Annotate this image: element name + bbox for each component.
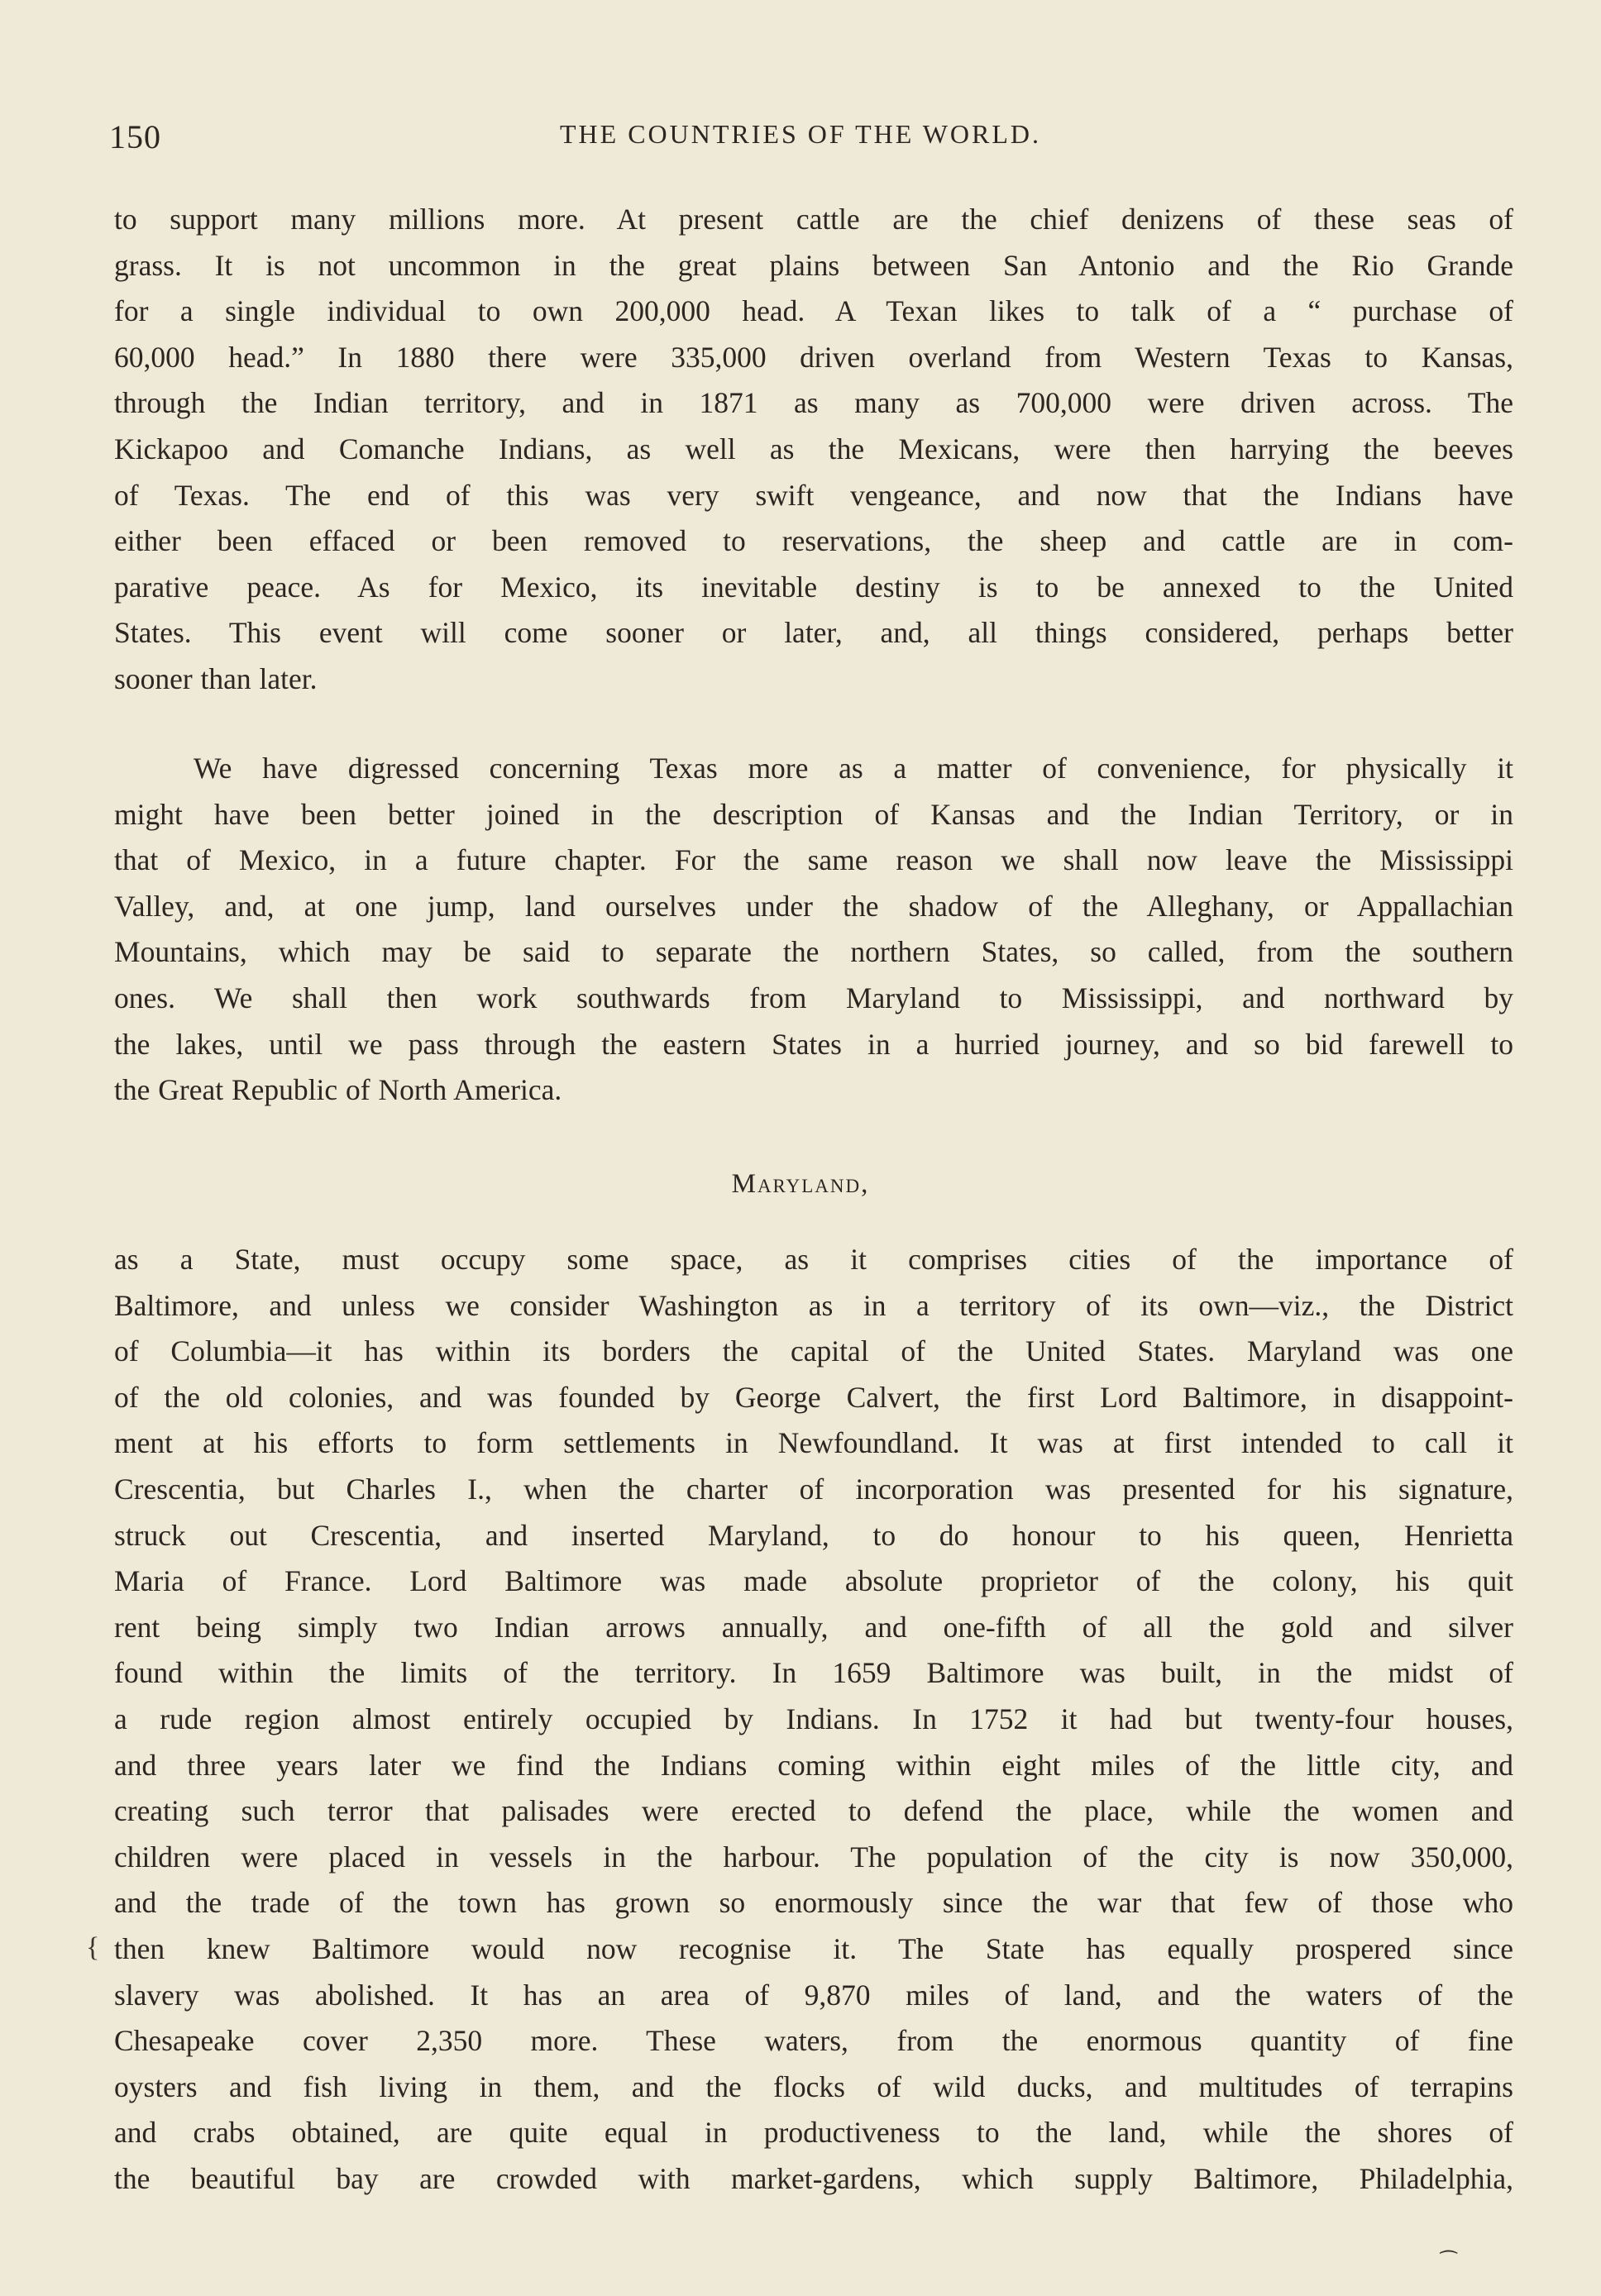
text-line: the Great Republic of North America.: [114, 1073, 562, 1107]
text-line: oysters and fish living in them, and the flocks of wild ducks, and multitudes of terrapins: [114, 2069, 1513, 2103]
paragraph-texas-cattle: [114, 197, 1513, 703]
text-line: of the old colonies, and was founded by George Calvert, the first Lord Baltimore, in disappoint-: [114, 1380, 1513, 1414]
text-line: Chesapeake cover 2,350 more. These waters, from the enormous quantity of fine: [114, 2024, 1513, 2058]
text-line: the lakes, until we pass through the eastern States in a hurried journey, and so bid farewell to: [114, 1027, 1513, 1061]
text-line: 60,000 head.” In 1880 there were 335,000 driven overland from Western Texas to Kansas,: [114, 340, 1513, 374]
text-line: through the Indian territory, and in 1871 as many as 700,000 were driven across. The: [114, 386, 1513, 420]
text-line: States. This event will come sooner or later, and, all things considered, perhaps better: [114, 616, 1513, 650]
section-heading: Maryland,: [731, 1169, 870, 1199]
text-line: as a State, must occupy some space, as it comprises cities of the importance of: [114, 1243, 1513, 1276]
text-line: found within the limits of the territory. In 1659 Baltimore was built, in the midst of: [114, 1656, 1513, 1690]
text-line: either been effaced or been removed to reservations, the sheep and cattle are in com-: [114, 524, 1513, 558]
margin-mark: {: [86, 1932, 100, 1963]
text-line: ones. We shall then work southwards from Maryland to Mississippi, and northward by: [114, 981, 1513, 1014]
ink-speck: ⁀: [1441, 2252, 1457, 2274]
text-line: Crescentia, but Charles I., when the charter of incorporation was presented for his signature,: [114, 1472, 1513, 1506]
text-line: of Columbia—it has within its borders the capital of the United States. Maryland was one: [114, 1334, 1513, 1368]
text-line: and the trade of the town has grown so enormously since the war that few of those who: [114, 1886, 1513, 1920]
text-line: slavery was abolished. It has an area of 9,870 miles of land, and the waters of the: [114, 1978, 1513, 2012]
text-line: the beautiful bay are crowded with market-gardens, which supply Baltimore, Philadelphia,: [114, 2161, 1513, 2195]
text-line: and three years later we find the Indians coming within eight miles of the little city, and: [114, 1748, 1513, 1782]
paragraph-maryland: [114, 1237, 1513, 2202]
text-line: Mountains, which may be said to separate the northern States, so called, from the southern: [114, 935, 1513, 969]
text-line: then knew Baltimore would now recognise it. The State has equally prospered since: [114, 1931, 1513, 1965]
text-line: We have digressed concerning Texas more as a matter of convenience, for physically it: [194, 752, 1513, 785]
paragraph-digression: [114, 746, 1513, 1114]
text-line: children were placed in vessels in the harbour. The population of the city is now 350,000,: [114, 1840, 1513, 1874]
text-line: might have been better joined in the description of Kansas and the Indian Territory, or in: [114, 797, 1513, 831]
text-line: sooner than later.: [114, 661, 318, 695]
text-line: ment at his efforts to form settlements in Newfoundland. It was at first intended to call it: [114, 1426, 1513, 1460]
text-line: grass. It is not uncommon in the great plains between San Antonio and the Rio Grande: [114, 248, 1513, 282]
page-number: 150: [109, 118, 161, 155]
text-line: rent being simply two Indian arrows annually, and one-fifth of all the gold and silver: [114, 1610, 1513, 1644]
text-line: Valley, and, at one jump, land ourselves under the shadow of the Alleghany, or Appallachian: [114, 889, 1513, 923]
text-line: Baltimore, and unless we consider Washington as in a territory of its own—viz., the District: [114, 1288, 1513, 1322]
text-line: and crabs obtained, are quite equal in productiveness to the land, while the shores of: [114, 2116, 1513, 2150]
running-head: THE COUNTRIES OF THE WORLD.: [559, 119, 1042, 149]
text-line: parative peace. As for Mexico, its inevitable destiny is to be annexed to the United: [114, 570, 1513, 604]
text-line: of Texas. The end of this was very swift vengeance, and now that the Indians have: [114, 478, 1513, 512]
text-line: Kickapoo and Comanche Indians, as well as the Mexicans, were then harrying the beeves: [114, 432, 1513, 465]
text-line: that of Mexico, in a future chapter. For the same reason we shall now leave the Mississippi: [114, 843, 1513, 877]
text-line: creating such terror that palisades were erected to defend the place, while the women and: [114, 1794, 1513, 1828]
text-line: for a single individual to own 200,000 head. A Texan likes to talk of a “ purchase of: [114, 294, 1513, 328]
text-line: Maria of France. Lord Baltimore was made absolute proprietor of the colony, his quit: [114, 1564, 1513, 1598]
text-line: a rude region almost entirely occupied by Indians. In 1752 it had but twenty-four houses,: [114, 1702, 1513, 1735]
text-line: struck out Crescentia, and inserted Maryland, to do honour to his queen, Henrietta: [114, 1518, 1513, 1552]
text-line: to support many millions more. At present cattle are the chief denizens of these seas of: [114, 203, 1513, 236]
